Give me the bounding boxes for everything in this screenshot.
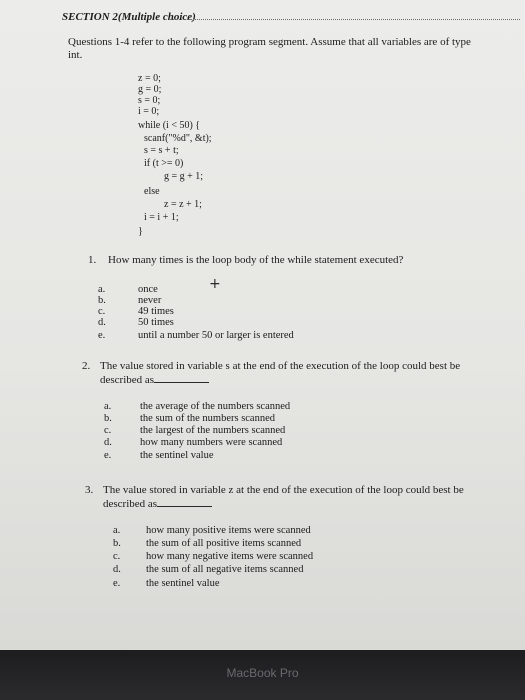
intro-line-2: int. [68,49,83,61]
question-1-number: 1. [88,254,97,266]
code-line-7: s = s + t; [134,145,179,156]
code-line-10: else [134,186,160,197]
question-1-option-a[interactable]: a. once [98,284,158,295]
intro-line-1: Questions 1-4 refer to the following program segment. Assume that all variables are of type [68,36,471,48]
question-3 [85,484,464,497]
answer-blank [154,373,209,383]
question-1-text: How many times is the loop body of the while statement executed? [108,254,404,266]
section-title: SECTION 2(Multiple choice) [62,11,196,23]
question-3-line-2: described as [103,497,212,511]
code-line-9: g = g + 1; [134,171,204,182]
code-line-11: z = z + 1; [134,199,202,210]
code-line-1: z = 0; [138,73,161,84]
question-3-option-e[interactable]: e. the sentinel value [113,578,220,589]
question-1-option-e[interactable]: e. until a number 50 or larger is entered [98,330,294,341]
question-3-option-b[interactable]: b. the sum of all positive items scanned [113,538,302,549]
question-2-option-d[interactable]: d. how many numbers were scanned [104,437,283,448]
laptop-bezel [0,650,525,700]
question-3-option-a[interactable]: a. how many positive items were scanned [113,525,311,536]
code-line-6: scanf("%d", &t); [134,133,212,144]
question-3-text: The value stored in variable z at the end of the execution of the loop could best be [103,484,464,496]
code-line-5: while (i < 50) { [138,120,201,131]
question-1 [88,254,403,267]
question-3-number: 3. [85,484,94,496]
question-2-line-2: described as [100,373,209,387]
question-2 [82,360,460,373]
question-3-option-c[interactable]: c. how many negative items were scanned [113,551,314,562]
section-rule [170,19,520,20]
code-line-2: g = 0; [138,84,162,95]
code-line-3: s = 0; [138,95,161,106]
question-2-number: 2. [82,360,91,372]
question-2-option-a[interactable]: a. the average of the numbers scanned [104,401,291,412]
question-2-text: The value stored in variable s at the end of the execution of the loop could best be [100,360,461,372]
question-2-option-c[interactable]: c. the largest of the numbers scanned [104,425,286,436]
question-2-option-b[interactable]: b. the sum of the numbers scanned [104,413,276,424]
question-3-option-d[interactable]: d. the sum of all negative items scanned [113,564,304,575]
code-line-13: } [138,226,143,237]
crosshair-cursor-icon: + [209,276,221,292]
code-line-12: i = i + 1; [134,212,179,223]
answer-blank [157,497,212,507]
code-line-8: if (t >= 0) [134,158,184,169]
question-1-option-b[interactable]: b. never [98,295,162,306]
laptop-brand-label: MacBook Pro [226,666,299,680]
question-1-option-c[interactable]: c. 49 times [98,306,174,317]
question-1-option-d[interactable]: d. 50 times [98,317,174,328]
code-line-4: i = 0; [138,106,160,117]
question-2-option-e[interactable]: e. the sentinel value [104,450,214,461]
